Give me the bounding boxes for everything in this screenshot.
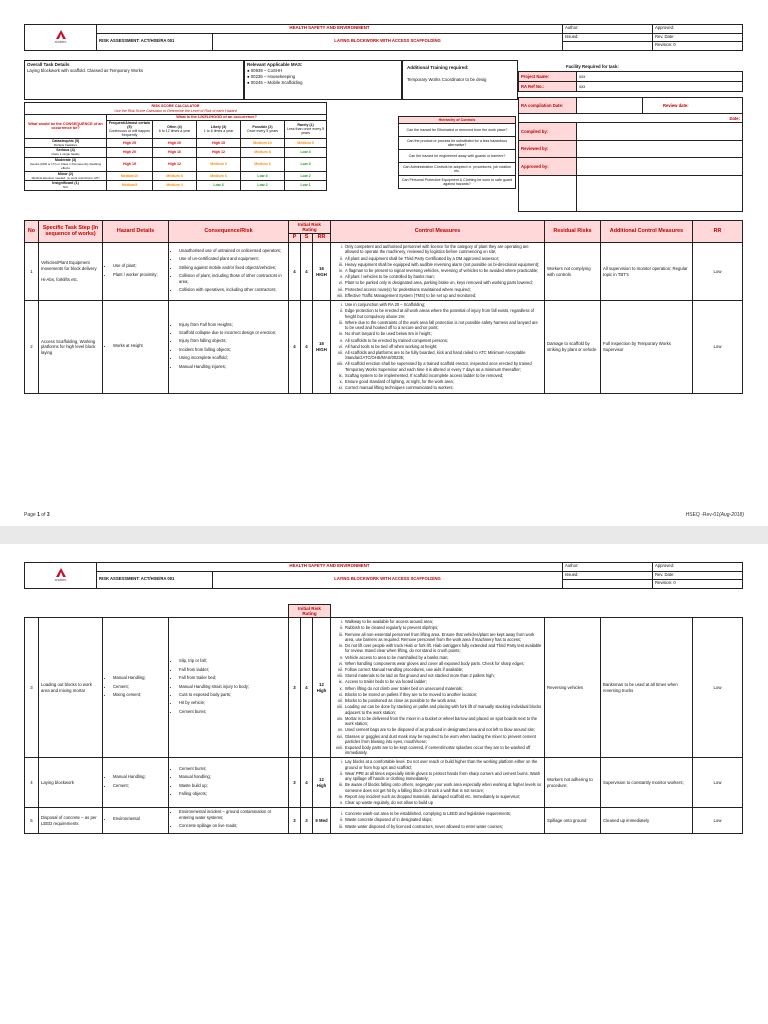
hazard-item: • Use of plant; xyxy=(113,263,166,268)
risk-cell: Low 2 xyxy=(285,171,327,181)
control-item: vi. Plant to be parked only in designated area, parking brake on, keys removed with working parts lowered; xyxy=(344,280,542,285)
approval-table xyxy=(518,122,743,212)
consequences xyxy=(169,758,289,808)
revision-label: Revision: 0 xyxy=(653,580,743,589)
risk-cell: Medium 10 xyxy=(241,138,285,148)
control-item: vii. All scaffolds and platforms are to be fully boarded, kick and hand railed to ATC Minimum Acceptable Standard ATC/OHS/MAS/00235; xyxy=(344,350,542,360)
table-row xyxy=(25,808,743,833)
consequence-label: Catastrophic (5) Multiple Fatalities xyxy=(25,138,107,148)
consequence-item: • Cement burns; xyxy=(179,766,286,771)
rating-rr: 16 HIGH xyxy=(313,243,331,301)
risk-cell: Low 2 xyxy=(241,181,285,191)
control-item: v. All scaffolds to be erected by trained competent persons; xyxy=(344,338,542,343)
control-item: viii. Stored materials to be laid on flat ground and not stacked more than 2 pallets high; xyxy=(344,673,542,678)
ra-label: RISK ASSESSMENT: ACT/HSE/RA 001 xyxy=(97,571,213,588)
consequence-label: Insignificant (1) N/A xyxy=(25,181,107,191)
control-item: v. All plant / vehicles to be controlled by banks man; xyxy=(344,274,542,279)
residual-rating: Low xyxy=(693,758,743,808)
hierarchy-of-controls xyxy=(398,116,516,189)
consequence-item: • Falling objects; xyxy=(179,791,286,796)
col-controls: Control Measures xyxy=(331,221,545,243)
mas-heading: Relevant Applicable MAS: xyxy=(247,62,303,67)
risk-cell: Medium 4 xyxy=(153,181,197,191)
consequence-item: • Slip, trip or fall; xyxy=(179,658,286,663)
control-measures xyxy=(331,243,545,301)
residual-risk: Workers not adhering to procedure; xyxy=(545,758,601,808)
residual-rating: Low xyxy=(693,618,743,758)
consequence-item: • Waste build up; xyxy=(179,783,286,788)
compiled-label: Compiled by: xyxy=(519,123,577,141)
risk-cell: Low 4 xyxy=(241,171,285,181)
row-no: 5 xyxy=(25,808,39,833)
residual-rating: Low xyxy=(693,808,743,833)
control-item: i. Lay blocks at a comfortable level. Do not over reach or build higher than the working platform either on the ground or from hop ups and scaffold; xyxy=(344,759,542,769)
rating-p: 3 xyxy=(289,758,301,808)
dates-table xyxy=(518,97,743,123)
risk-cell: High 25 xyxy=(107,138,153,148)
additional-controls: Full inspection by Temporary Works Supervisor xyxy=(601,301,693,394)
col-task: Specific Task Step (In sequence of works) xyxy=(39,221,103,243)
matrix-row xyxy=(25,138,327,148)
consequence-item: • Manual handling; xyxy=(179,774,286,779)
likelihood-col: Often (4) 6 to 12 times a year xyxy=(153,121,197,139)
hazard-details xyxy=(103,243,169,301)
control-item: vii. Protected access route(s) for pedestrians maintained where required; xyxy=(344,287,542,292)
author-label: Author: xyxy=(563,563,653,572)
col-additional: Additional Control Measures xyxy=(601,221,693,243)
control-item: iv. A flagman to be present to signal reversing vehicles, reversing of vehicles to be avoided where practicable; xyxy=(344,268,542,273)
residual-rating: Low xyxy=(693,243,743,301)
risk-cell: High 12 xyxy=(197,148,241,158)
likelihood-col: Rarely (1) Less than once every 5 years xyxy=(285,121,327,139)
logo-text: arabtec xyxy=(54,39,67,44)
control-item: xvii. Exposed body parts are to be kept covered, if cement/mortar splashes occur they are to be washed off immediately. xyxy=(344,745,542,755)
hazard-item: • Manual Handling; xyxy=(113,675,166,680)
assessment-table-p1 xyxy=(24,220,743,394)
table-row xyxy=(25,618,743,758)
rating-rr: 12 High xyxy=(313,618,331,758)
rating-s: 4 xyxy=(301,243,313,301)
issued-label: Issued: xyxy=(563,571,653,580)
control-item: v. Vehicle access to area to be marshalled by a banks man; xyxy=(344,655,542,660)
document-header xyxy=(24,24,743,51)
risk-cell: High 15 xyxy=(107,157,153,171)
risk-cell: Medium 6 xyxy=(197,171,241,181)
matrix-row xyxy=(25,148,327,158)
page-footer-right: HSEQ -Rev-01(Aug-2018) xyxy=(685,512,744,518)
risk-cell: Medium 6 xyxy=(241,157,285,171)
hazard-details xyxy=(103,758,169,808)
control-measures xyxy=(331,618,545,758)
residual-risk: Reversing vehicles xyxy=(545,618,601,758)
issued-label: Issued: xyxy=(563,33,653,42)
mas-item: 00245 – Mobile Scaffolding xyxy=(250,79,303,85)
consequence-item: • Fall from ladder; xyxy=(179,667,286,672)
col-s: S xyxy=(301,234,313,243)
control-item: x. When lifting do not climb over trailer bed on unsecured materials; xyxy=(344,686,542,691)
col-initial: Initial Risk Rating xyxy=(289,221,331,234)
consequence-item: • Concrete spillage on live roads; xyxy=(179,823,286,828)
hierarchy-item: Can the product or process be substituted for a less hazardous alternative? xyxy=(399,137,516,150)
consequence-item: • Unauthorised use of untrained or unlicensed operators; xyxy=(179,248,286,253)
additional-controls: Cleaned up immediately xyxy=(601,808,693,833)
hazard-item: • Cement; xyxy=(113,783,166,788)
col-consequence: Consequence/Risk xyxy=(169,221,289,243)
control-measures xyxy=(331,758,545,808)
control-measures xyxy=(331,301,545,394)
likelihood-col: Possible (2) Once every 5 years xyxy=(241,121,285,139)
table-row xyxy=(25,758,743,808)
risk-cell: Low 4 xyxy=(285,148,327,158)
control-item: iii. Be aware of blocks falling onto others, segregate your work area especially when working at higher levels so someone does not get hit by a falling block or knock a wall that is not secure; xyxy=(344,782,542,792)
risk-cell: Low 3 xyxy=(197,181,241,191)
rating-rr: 12 High xyxy=(313,758,331,808)
control-item: x. Ensure good standard of lighting, at night, for the work area; xyxy=(344,379,542,384)
col-rr: RR xyxy=(313,234,331,243)
control-item: i. Use in conjunction with RA 20 – Scaffolding; xyxy=(344,302,542,307)
project-name-value: xxx xyxy=(577,72,743,82)
risk-cell: Medium 8 xyxy=(153,171,197,181)
assessment-table-p2 xyxy=(24,604,743,834)
likelihood-title: What is the LIKELIHOOD of an occurrence? xyxy=(107,115,327,121)
risk-cell: Medium 5 xyxy=(285,138,327,148)
logo-text: arabtec xyxy=(54,577,67,582)
control-item: ii. Waste concrete disposed of in designated skips; xyxy=(344,817,542,822)
org-title: HEALTH SAFETY AND ENVIRONMENT xyxy=(97,25,563,34)
risk-cell: High 12 xyxy=(153,157,197,171)
consequences xyxy=(169,243,289,301)
rating-p: 4 xyxy=(289,301,301,394)
task-step: Laying blockwork xyxy=(39,758,103,808)
col-p: P xyxy=(289,234,301,243)
company-logo xyxy=(25,563,97,589)
org-title: HEALTH SAFETY AND ENVIRONMENT xyxy=(97,563,563,572)
control-item: vii. Follow correct Manual Handling procedures, use aids if available; xyxy=(344,667,542,672)
additional-controls: Supervision to constantly monitor workers; xyxy=(601,758,693,808)
matrix-title: RISK SCORE CALCULATOR xyxy=(25,103,327,109)
consequence-label: Serious (4) Class 1 single fatality xyxy=(25,148,107,158)
table-row xyxy=(25,301,743,394)
row-no: 4 xyxy=(25,758,39,808)
control-item: viii. All scaffold erection shall be supervised by a trained scaffold erector, inspected once erected by trained Temporary Works Supervisor and each time it is altered or every 7 days as a minimum thereafter; xyxy=(344,361,542,371)
hierarchy-item: Can the hazard be engineered away with guards or barriers? xyxy=(399,150,516,163)
additional-controls: All supervision to monitor operation; Regular topic in TBT's xyxy=(601,243,693,301)
ra-label: RISK ASSESSMENT: ACT/HSE/RA 001 xyxy=(97,33,213,50)
likelihood-col: Frequent/Almost certain (5) Continuous or will happen frequently xyxy=(107,121,153,139)
hazard-item: • Mixing cement; xyxy=(113,692,166,697)
consequence-item: • Injury from falling objects; xyxy=(179,338,286,343)
residual-rating: Low xyxy=(693,301,743,394)
overall-task-box xyxy=(24,60,244,100)
control-item: ii. All plant and equipment shall be Third Party Certificated by a DM approved assessor; xyxy=(344,256,542,261)
control-item: iv. No short lanyard to be used below 6m in height; xyxy=(344,331,542,336)
consequences xyxy=(169,301,289,394)
risk-cell: Medium 9 xyxy=(197,157,241,171)
consequence-item: • Striking against mobile and/or fixed objects/vehicles; xyxy=(179,265,286,270)
hierarchy-item: Can Personal Protective Equipment & Clothing be worn to safe guard against hazards? xyxy=(399,176,516,189)
risk-cell: Medium 8 xyxy=(241,148,285,158)
consequence-item: • Incident from falling objects; xyxy=(179,347,286,352)
rating-s: 4 xyxy=(301,758,313,808)
col-no: No xyxy=(25,221,39,243)
consequences xyxy=(169,618,289,758)
col-residual: Residual Risks xyxy=(545,221,601,243)
control-item: xiv. Mortar is to be delivered from the mixer in a bucket or wheel barrow and placed on spot boards next to the work station; xyxy=(344,716,542,726)
control-item: iii. Heavy equipment shall be equipped with audible reversing alarm (not possible on bi-directional equipment); xyxy=(344,262,542,267)
overall-heading: Overall Task Details xyxy=(27,62,70,67)
risk-matrix xyxy=(24,102,327,191)
hierarchy-item: Can the hazard be Eliminated or removed from the work place? xyxy=(399,124,516,137)
completion-label: RA compilation Date: xyxy=(519,98,577,114)
control-item: xiii. Loading out can be done by stacking on pallet and placing with fork lift of manually stacking individual blocks adjacent to the work station; xyxy=(344,704,542,714)
control-measures xyxy=(331,808,545,833)
consequence-item: • Collision with operatives, including other contractors; xyxy=(179,287,286,292)
task-step: Access Scaffolding, Working platforms for high level block laying xyxy=(39,301,103,394)
training-heading: Additional Training required: xyxy=(407,65,469,70)
hazard-details xyxy=(103,618,169,758)
matrix-row xyxy=(25,181,327,191)
likelihood-col: Likely (3) 1 to 6 times a year xyxy=(197,121,241,139)
risk-cell: High 15 xyxy=(197,138,241,148)
rating-s: 4 xyxy=(301,301,313,394)
rev-date-label: Rev. Date: xyxy=(653,571,743,580)
project-info xyxy=(518,71,743,92)
additional-controls: Banksman to be used at all times when reversing trucks xyxy=(601,618,693,758)
approved-by-label: Approved by: xyxy=(519,158,577,176)
risk-cell: Low 3 xyxy=(285,157,327,171)
page-footer-left: Page 1 of 3 xyxy=(24,512,50,518)
training-box xyxy=(402,60,518,100)
logo-icon xyxy=(55,568,67,578)
ra-title: LAYING BLOCKWORK WITH ACCESS SCAFFOLDING xyxy=(213,33,563,50)
mas-item: 00939 – CoSHH xyxy=(250,68,283,74)
mas-box: Relevant Applicable MAS: ● 00939 – CoSHH ● 00236 – Housekeeping ● 00245 – Mobile Scaffolding xyxy=(244,60,402,100)
review-label: Review date: xyxy=(643,98,743,114)
consequence-item: • Collision of plant, including those of other contractors in area; xyxy=(179,273,286,284)
rating-rr: 16 HIGH xyxy=(313,301,331,394)
control-item: ix. Access to trailer beds to be via footed ladder; xyxy=(344,679,542,684)
hazard-item: • Environmental xyxy=(113,816,166,821)
consequence-item: • Cuts to exposed body parts; xyxy=(179,692,286,697)
risk-cell: High 20 xyxy=(153,138,197,148)
consequence-item: • Using incomplete scaffold; xyxy=(179,355,286,360)
row-no: 2 xyxy=(25,301,39,394)
hierarchy-title: Hierarchy of Controls xyxy=(399,117,516,124)
control-item: i. Only competent and authorised personnel with licence for the category of plant they are operating are allowed to operate the machinery, reviewed by logistics before commencing on site; xyxy=(344,244,542,254)
rating-p: 3 xyxy=(289,808,301,833)
row-no: 1 xyxy=(25,243,39,301)
mas-item: 00236 – Housekeeping xyxy=(250,73,295,79)
ra-title: LAYING BLOCKWORK WITH ACCESS SCAFFOLDING xyxy=(213,571,563,588)
control-item: iii. Waste water disposed of by licenced contractors, never allowed to enter water courses; xyxy=(344,824,542,829)
rating-p: 3 xyxy=(289,618,301,758)
control-item: vi. All hand tools to be tied off when working at height; xyxy=(344,344,542,349)
risk-cell: Medium5 xyxy=(107,181,153,191)
matrix-subtitle: Use the Risk Score Calculator to Determine the Level of Risk of each Hazard xyxy=(25,109,327,115)
control-item: xi. Blocks to be stored on pallets if they are to be moved to another location; xyxy=(344,692,542,697)
consequence-title: What would be the CONSEQUENCE of an occurrence be? xyxy=(25,115,107,139)
control-item: vi. When handling components wear gloves and cover all exposed body parts. Check for sharp edges; xyxy=(344,661,542,666)
page-2 xyxy=(0,544,768,1024)
rating-s: 3 xyxy=(301,808,313,833)
matrix-row xyxy=(25,171,327,181)
row-no: 3 xyxy=(25,618,39,758)
residual-risk: Workers not complying with controls xyxy=(545,243,601,301)
control-item: ix. Scaftag system to be implemented. If scaffold incomplete access ladder to be removed; xyxy=(344,373,542,378)
control-item: i. Concrete wash-out area to be established, complying to LEED and legislative requirements; xyxy=(344,811,542,816)
control-item: iv. Report any incident such as dropped materials, damaged scaffold etc. immediately to supervisor; xyxy=(344,794,542,799)
control-item: iii. Where due to the constraints of the work area fall protection is not possible safety harness and lanyard are to be used and hooked off to a secure anchor point; xyxy=(344,320,542,330)
control-item: iv. Do not lift over people with truck Hiab or fork lift. Hiab outriggers fully extended and Third Party test available for review. Stand clear when lifting, do not stand in crush points; xyxy=(344,643,542,653)
consequence-item: • Fall from trailer bed; xyxy=(179,675,286,680)
residual-risk: Damage to scaffold by striking by plant or vehicle xyxy=(545,301,601,394)
logo-icon xyxy=(55,30,67,40)
approved-label: Approved: xyxy=(653,25,743,34)
risk-cell: Medium10 xyxy=(107,171,153,181)
document-header-p2 xyxy=(24,562,743,589)
control-item: ii. Wear PPE at all times especially nitrile gloves to protect hands from sharp corners and cement burns. Wash any spillage off hands or clothing immediately; xyxy=(344,771,542,781)
consequence-item: • Use of un-certificated plant and equipment; xyxy=(179,256,286,261)
page-separator xyxy=(0,526,768,544)
training-text: Temporary Works Coordinator to be desig xyxy=(407,76,487,82)
control-item: ii. Rubbish to be cleared regularly to prevent slip/trips; xyxy=(344,625,542,630)
consequence-item: • Environmental incident – ground contamination or entering water systems; xyxy=(179,809,286,820)
hazard-item: • Works at Height xyxy=(113,343,166,348)
task-step: Vehicles/Plant Equipment movements for block delivery Hi-Abs, forklifts etc. xyxy=(39,243,103,301)
date-label: Date: xyxy=(519,114,743,123)
consequence-item: • Scaffold collapse due to incorrect design or erection; xyxy=(179,330,286,335)
control-item: xi. Correct manual lifting techniques communicated to workers; xyxy=(344,385,542,390)
project-name-label: Project Name: xyxy=(519,72,577,82)
company-logo xyxy=(25,25,97,51)
hazard-details xyxy=(103,301,169,394)
revision-label: Revision: 0 xyxy=(653,42,743,51)
control-item: iii. Remove all non-essential personnel from lifting area. Ensure that vehicles/plant are kept away from work area, use barriers as required. Remove personnel from the work area if machinery has to access; xyxy=(344,632,542,642)
col-hazard: Hazard Details xyxy=(103,221,169,243)
rating-s: 4 xyxy=(301,618,313,758)
residual-risk: Spillage onto ground xyxy=(545,808,601,833)
consequence-label: Minor (2) Medical attention needed, no work restrictions, MTI xyxy=(25,171,107,181)
task-step: Disposal of concrete – as per LEED requirements xyxy=(39,808,103,833)
overall-text: Laying blockwork with scaffold. Classed as Temporary Works xyxy=(27,68,144,74)
risk-cell: High 16 xyxy=(153,148,197,158)
control-item: xvi. Glasses or goggles and dust mask may be required to be worn when loading the mixer to prevent cement particles from blowing into eyes, mouth/nose; xyxy=(344,734,542,744)
consequence-item: • Manual Handling injuries; xyxy=(179,364,286,369)
control-item: xii. Blocks to be positioned as close as possible to the work area; xyxy=(344,698,542,703)
matrix-row xyxy=(25,157,327,171)
hazard-item: • Cement; xyxy=(113,684,166,689)
consequence-label: Moderate (3) (Geoid (ARR or LTI) or Class 1 Permanently disabling effects xyxy=(25,157,107,171)
approved-label: Approved: xyxy=(653,563,743,572)
rev-date-label: Rev. Date: xyxy=(653,33,743,42)
control-item: xv. Used cement bags are to be disposed of as produced in designated area and not left to blow around site; xyxy=(344,727,542,732)
col-initial: Initial Risk Rating xyxy=(289,605,331,618)
risk-cell: High 20 xyxy=(107,148,153,158)
hierarchy-item: Can Administration Controls be adopted i.e. procedures, job rotation etc. xyxy=(399,163,516,176)
risk-cell: Low 1 xyxy=(285,181,327,191)
hazard-item: • Manual Handling; xyxy=(113,774,166,779)
hazard-item: • Plant / worker proximity; xyxy=(113,272,166,277)
col-rr2: RR xyxy=(693,221,743,243)
rating-rr: 9 Med xyxy=(313,808,331,833)
task-step: Loading out blocks to work area and mixing mortar xyxy=(39,618,103,758)
control-item: ii. Edge protection to be erected at all work areas where the potential of injury from fall exists, regardless of height but compulsory above 2m; xyxy=(344,308,542,318)
consequence-item: • Injury from Fall from Heights; xyxy=(179,322,286,327)
control-item: i. Walkway to be available for access around area; xyxy=(344,619,542,624)
hazard-details xyxy=(103,808,169,833)
rating-p: 4 xyxy=(289,243,301,301)
table-row xyxy=(25,243,743,301)
reviewed-label: Reviewed by: xyxy=(519,140,577,158)
control-item: viii. Effective Traffic Management System (TMS) to be set up and monitored; xyxy=(344,293,542,298)
ra-ref-label: RA Ref No.: xyxy=(519,82,577,92)
author-label: Author: xyxy=(563,25,653,34)
consequences xyxy=(169,808,289,833)
ra-ref-value: xxx xyxy=(577,82,743,92)
consequence-item: • Cement burns; xyxy=(179,709,286,714)
control-item: v. Clear up waste regularly, do not allow to build up xyxy=(344,800,542,805)
facility-heading: Facility Required for task: xyxy=(566,64,619,69)
consequence-item: • Hit by vehicle; xyxy=(179,700,286,705)
consequence-item: • Manual Handling strain injury to body; xyxy=(179,684,286,689)
